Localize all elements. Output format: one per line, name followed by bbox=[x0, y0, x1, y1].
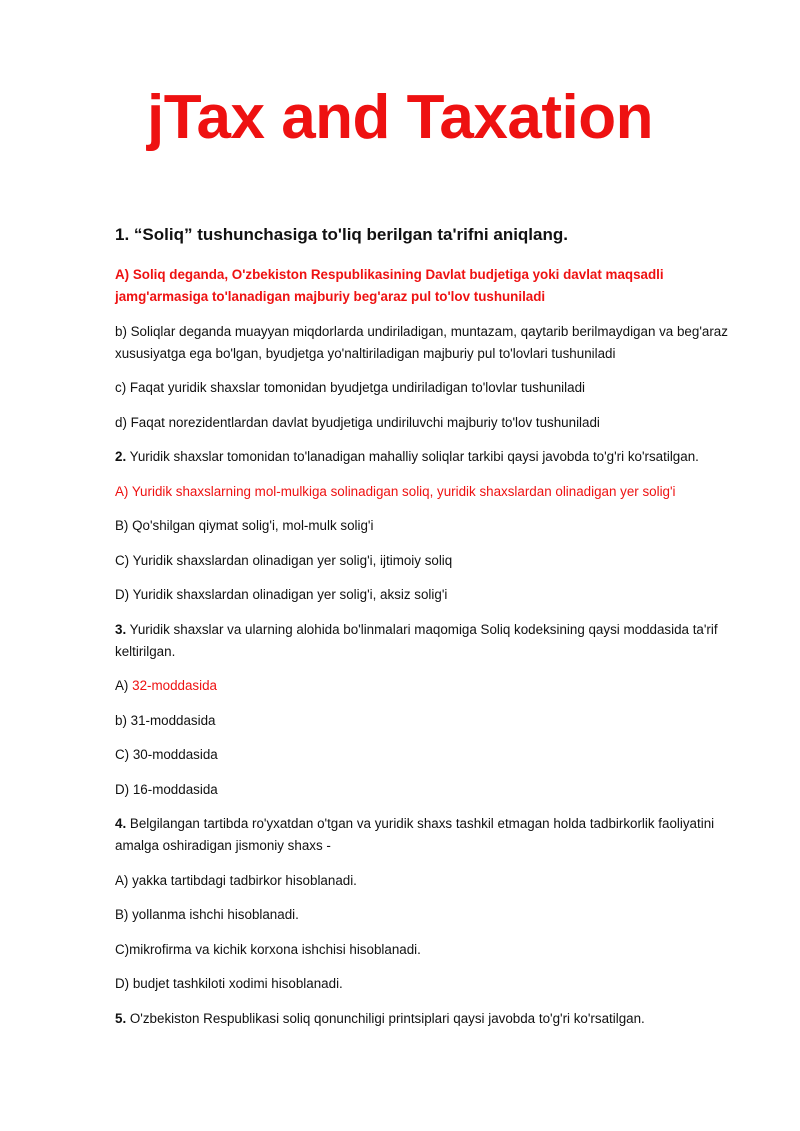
question-4 bbox=[115, 813, 745, 857]
question-2-text: Yuridik shaxslar tomonidan to'lanadigan mahalliy soliqlar tarkibi qaysi javobda to'g'ri ko'rsatilgan. bbox=[126, 449, 699, 464]
document-content bbox=[115, 222, 745, 1042]
question-2 bbox=[115, 446, 745, 468]
question-2-answer-a-correct: A) Yuridik shaxslarning mol-mulkiga solinadigan soliq, yuridik shaxslardan olinadigan yer solig'i bbox=[115, 483, 676, 499]
question-1-answer-a-correct: A) Soliq deganda, O'zbekiston Respublikasining Davlat budjetiga yoki davlat maqsadli jamg'armasiga to'lanadigan majburiy beg'araz pul to'lov tushuniladi bbox=[115, 267, 664, 304]
question-3-answer-a bbox=[115, 675, 745, 697]
question-5-number: 5. bbox=[115, 1010, 127, 1026]
question-3-answer-a-correct: 32-moddasida bbox=[132, 678, 217, 693]
question-5 bbox=[115, 1008, 745, 1030]
question-1-text: “Soliq” tushunchasiga to'liq berilgan ta'rifni aniqlang. bbox=[133, 225, 568, 244]
question-3-text: Yuridik shaxslar va ularning alohida bo'linmalari maqomiga Soliq kodeksining qaysi moddasida ta'rif keltirilgan. bbox=[115, 621, 718, 659]
question-4-answer-c: C)mikrofirma va kichik korxona ishchisi hisoblanadi. bbox=[115, 941, 421, 957]
question-4-number: 4. bbox=[115, 816, 127, 831]
question-3-answer-d: D) 16-moddasida bbox=[115, 781, 218, 797]
question-3-answer-c: C) 30-moddasida bbox=[115, 747, 218, 762]
question-4-text: Belgilangan tartibda ro'yxatdan o'tgan va yuridik shaxs tashkil etmagan holda tadbirkorlik faoliyatini amalga oshiradigan jismoniy shaxs - bbox=[115, 816, 715, 853]
question-3-number: 3. bbox=[115, 621, 127, 637]
document-title: jTax and Taxation bbox=[147, 83, 653, 152]
question-2-answer-b: B) Qo'shilgan qiymat solig'i, mol-mulk solig'i bbox=[115, 518, 374, 533]
question-1 bbox=[115, 222, 745, 248]
question-4-answer-a: A) yakka tartibdagi tadbirkor hisoblanadi. bbox=[115, 872, 357, 888]
question-3 bbox=[115, 619, 745, 663]
question-1-answer-c: c) Faqat yuridik shaxslar tomonidan byudjetga undiriladigan to'lovlar tushuniladi bbox=[115, 380, 586, 395]
question-4-answer-b: B) yollanma ishchi hisoblanadi. bbox=[115, 907, 299, 922]
question-3-answer-b: b) 31-moddasida bbox=[115, 712, 216, 728]
question-2-answer-c: C) Yuridik shaxslardan olinadigan yer solig'i, ijtimoiy soliq bbox=[115, 552, 453, 568]
question-2-answer-d: D) Yuridik shaxslardan olinadigan yer solig'i, aksiz solig'i bbox=[115, 587, 448, 602]
question-4-answer-d: D) budjet tashkiloti xodimi hisoblanadi. bbox=[115, 976, 343, 991]
question-1-answer-d: d) Faqat norezidentlardan davlat byudjetiga undiriluvchi majburiy to'lov tushuniladi bbox=[115, 414, 600, 430]
question-3-answer-a-prefix: A) bbox=[115, 678, 133, 693]
question-1-number: 1. bbox=[115, 225, 130, 244]
question-5-text: O'zbekiston Respublikasi soliq qonunchiligi printsiplari qaysi javobda to'g'ri ko'rsatilgan. bbox=[126, 1010, 645, 1026]
question-1-answer-b: b) Soliqlar deganda muayyan miqdorlarda undiriladigan, muntazam, qaytarib berilmaydigan va beg'araz xususiyatga ega bo'lgan, byudjetga yo'naltiriladigan majburiy pul to'lovlari tushuniladi bbox=[115, 323, 728, 361]
question-2-number: 2. bbox=[115, 449, 127, 464]
